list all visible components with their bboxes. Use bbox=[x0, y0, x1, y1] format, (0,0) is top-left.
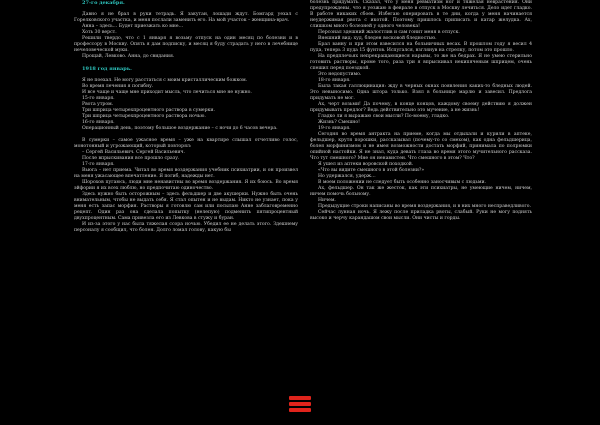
paragraph: «Что вы видите смешного в этой болезни?» bbox=[318, 168, 425, 173]
paragraph: Предыдущие строки написаны во время воздержания, и в них много несправедливого. bbox=[318, 204, 532, 209]
paragraph: Была такая галлюцинация: жду в черных окнах появления каких-то бледных людей. Это невыносимо. Одна штора только. Взял в больнице марлю и завесил. Предлога придумать не мог. bbox=[310, 84, 532, 101]
paragraph: Ах, фельдшер. Он так же жесток, как эти психиатры, не умеющие ничем, ничем, ничем помочь больному. bbox=[310, 186, 532, 197]
left-page bbox=[74, 0, 298, 418]
menu-bar bbox=[289, 408, 311, 412]
paragraph: Операционный день, поэтому большое воздержание – с ночи до 6 часов вечера. bbox=[82, 126, 278, 131]
paragraph: После впрыскивания все прошло сразу. bbox=[82, 156, 180, 161]
paragraph: Анна – здесь… Будет приезжать ко мне… bbox=[82, 24, 184, 29]
paragraph: Я не поехал. Не могу расстаться с моим кристаллическим божком. bbox=[82, 78, 248, 83]
paragraph: Я ушел из аптеки воровской походкой. bbox=[318, 162, 414, 167]
paragraph: И все чаще и чаще мне приходит мысль, что лечиться мне не нужно. bbox=[82, 90, 252, 95]
paragraph: В сумерки – самое ужасное время – уже на квартире слышал отчетливо голос, монотонный и угрожающий, который повторял: bbox=[74, 138, 298, 149]
date-entry: 16-го января. bbox=[82, 120, 115, 125]
paragraph: Внешний вид: худ, бледен восковой бледностью. bbox=[318, 36, 437, 41]
paragraph: Шорохов пугаюсь, люди мне ненавистны во время воздержания. Я их боюсь. Во время эйфории я их всех люблю, но предпочитаю одиночество. bbox=[74, 180, 298, 191]
paragraph: Но удержался, удерж… bbox=[318, 174, 376, 179]
paragraph: Хоть 30 верст. bbox=[82, 30, 117, 35]
paragraph: Сейчас лунная ночь. Я лежу после приладка рвоты, слабый. Руки не могу поднять высоко и черчу карандашом свои мысли. Они чисты и горды. bbox=[310, 210, 532, 221]
paragraph: Персонал здешний жалостлив и сам гонит меня в отпуск. bbox=[318, 30, 460, 35]
paragraph: Три шприца четырехпроцентного раствора в сумерки. bbox=[82, 108, 215, 113]
paragraph: И из-за этого у нас была тяжелая ссора ночью. Убедил ее не делать этого. Здешнему персоналу я сообщил, что болен. Долго ломал голову, какую бы bbox=[74, 222, 298, 233]
paragraph: Прощай, Левково. Анна, до свидания. bbox=[82, 54, 175, 59]
right-page bbox=[310, 0, 532, 418]
menu-bar bbox=[289, 396, 311, 400]
paragraph: Здесь нужно быть осторожным – здесь фельдшер и две акушерки. Нужно быть очень внимательным, чтобы не выдать себя. Я стал опытен и не выдам. Никто не узнает, пока у меня есть запас морфия. Растворы я готовлю сам или посылаю Анне заблаговременно рецепт. Один раз она сделала попытку (нелепую) подменить пятипроцентный двухпроцентным. Сама привезла его из Левкова в стужу и буран. bbox=[74, 192, 298, 221]
paragraph: Гладко ли я выражаю свои мысли? По-моему, гладко. bbox=[318, 114, 450, 119]
paragraph: Три шприца четырехпроцентного раствора ночью. bbox=[82, 114, 206, 119]
paragraph: Решили твердо, что с 1 января я возьму отпуск на один месяц по болезни и в профессору в Москву. Опять я дам подписку, и месяц я буду страдать у него в лечебнице нечеловеческой муки. bbox=[74, 36, 298, 53]
date-entry: 15-го января. bbox=[82, 96, 115, 101]
date-entry: 17-го января. bbox=[82, 162, 115, 167]
paragraph: Брал ванну и при этом взвесился на больничных весах. В прошлом году я весил 4 пуда, теперь 3 пуда 15 фунтов. Испугался, взглянув на стрелку, потом это прошло. bbox=[310, 42, 532, 53]
paragraph: Давно я не брал в руки тетрадь. Я закутан, лошади ждут. Бомгард уехал с Горелковского участка, и меня послали заменить его. На мой участок – женщина-врач. bbox=[74, 12, 298, 23]
paragraph: В моем положении не следует быть особенно заносчивым с людьми. bbox=[318, 180, 486, 185]
menu-bar bbox=[289, 402, 311, 406]
date-entry: 19-го января. bbox=[318, 126, 351, 131]
paragraph: Вьюга – нет приема. Читал во время воздержания учебник психиатрии, и он произвел на меня ужасающее впечатление. Я погиб, надежды нет. bbox=[74, 168, 298, 179]
paragraph: Жизнь? Смешно! bbox=[318, 120, 360, 125]
paragraph: – Сергей Васильевич. Сергей Васильевич. bbox=[82, 150, 185, 155]
paragraph: Это недопустимо. bbox=[318, 72, 362, 77]
date-entry: 18-го января. bbox=[318, 78, 351, 83]
entry-heading: 1918 год январь. bbox=[82, 66, 132, 72]
paragraph: болезнь придумать. Сказал, что у меня ревматизм ног и тяжелая неврастения. Они предупреждены, что я уезжаю в феврале в отпуск в Москву лечиться. Дело идет гладко. В работе никаких сбоев. Избегаю оперировать в те дни, когда у меня начинается неудержимая рвота с икотой. Поэтому пришлось приписать и катар желудка. Ах, слишком много болезней у одного человека! bbox=[310, 0, 532, 29]
entry-heading: 27-го декабря. bbox=[82, 0, 125, 6]
paragraph: На предплечьях непрекращающиеся нарывы, то же на бедрах. Я не умею стерильно готовить растворы, кроме того, раза три я впрыскивал некипяченым шприцем, очень спешил перед поездкой. bbox=[310, 54, 532, 71]
paragraph: Ничем. bbox=[318, 198, 336, 203]
paragraph: Рвота утром. bbox=[82, 102, 114, 107]
paragraph: Сегодня во время антракта на приеме, когда мы отдыхали и курили в аптеке, фельдшер, крутя порошки, рассказывал (почему-то со смехом), как одна фельдшерица, болея морфинизмом и не имея возможности достать морфий, принимала по полрюмки опийной настойки. Я не знал, куда девать глаза во время этого мучительного рассказа. Что тут смешного? Мне он ненавистен. Что смешного в этом? Что? bbox=[310, 132, 532, 161]
paragraph: Ах, черт возьми! Да почему, в конце концов, каждому своему действию я должен придумывать предлог? Ведь действительно это мучение, а не жизнь! bbox=[310, 102, 532, 113]
paragraph: Во время лечения я погибну. bbox=[82, 84, 154, 89]
menu-icon[interactable] bbox=[289, 394, 311, 414]
